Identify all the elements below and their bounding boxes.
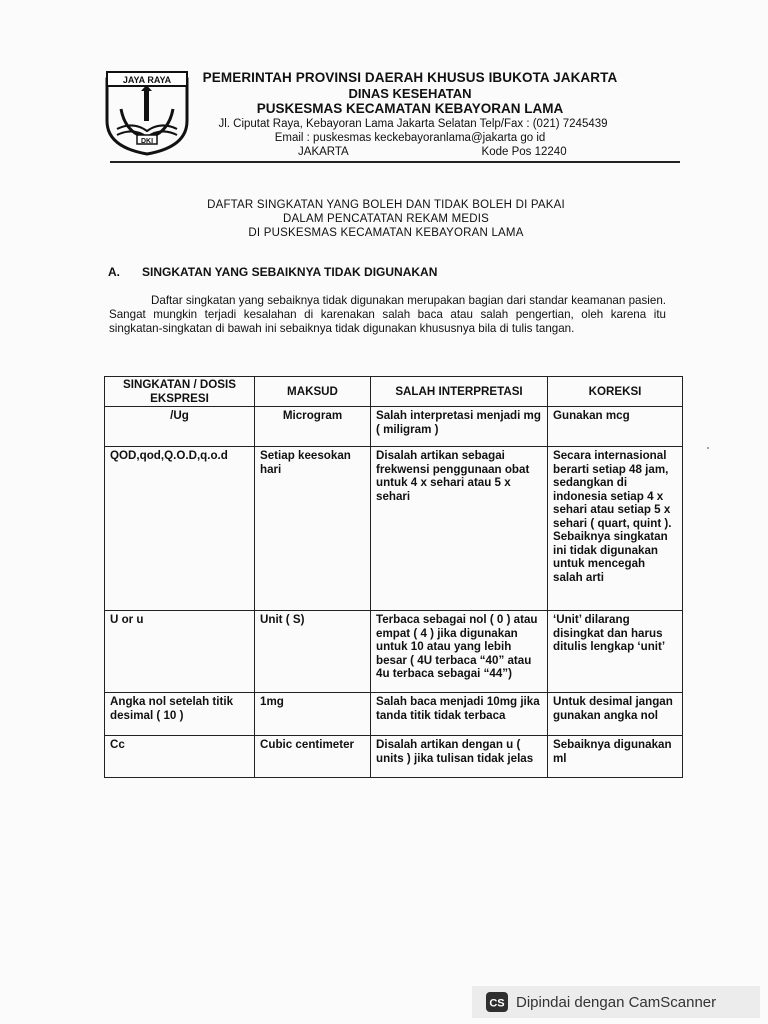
table-row — [105, 407, 683, 447]
table-cell-correction: Sebaiknya digunakan ml — [548, 736, 683, 778]
table-cell-correction: Gunakan mcg — [548, 407, 683, 447]
letterhead-city-line — [190, 145, 630, 159]
document-title — [160, 198, 612, 240]
table-cell-abbreviation: /Ug — [105, 407, 255, 447]
title-line-1: DAFTAR SINGKATAN YANG BOLEH DAN TIDAK BOLEH DI PAKAI — [207, 199, 565, 211]
table-row — [105, 447, 683, 611]
table-cell-abbreviation: Angka nol setelah titik desimal ( 10 ) — [105, 693, 255, 736]
table-cell-misinterpretation: Salah interpretasi menjadi mg ( miligram ) — [371, 407, 548, 447]
section-heading — [108, 265, 668, 279]
letterhead-city: JAKARTA — [298, 146, 349, 158]
svg-text:JAYA RAYA: JAYA RAYA — [122, 75, 172, 85]
letterhead-divider — [110, 161, 680, 163]
table-cell-misinterpretation: Terbaca sebagai nol ( 0 ) atau empat ( 4 ) jika digunakan untuk 10 atau yang lebih besar ( 4U terbaca “40” atau 4u terbaca sebagai “44”) — [371, 611, 548, 693]
table-cell-meaning: Microgram — [255, 407, 371, 447]
table-header-cell: SINGKATAN / DOSIS EKSPRESI — [105, 377, 255, 407]
table-cell-meaning: Setiap keesokan hari — [255, 447, 371, 611]
letterhead-address: Jl. Ciputat Raya, Kebayoran Lama Jakarta Selatan Telp/Fax : (021) 7245439 — [218, 118, 608, 130]
svg-text:DKI: DKI — [140, 138, 154, 145]
scan-speck — [707, 447, 709, 449]
title-line-3: DI PUSKESMAS KECAMATAN KEBAYORAN LAMA — [248, 227, 524, 239]
table-header-row — [105, 377, 683, 407]
letterhead-department: DINAS KESEHATAN — [348, 86, 472, 101]
camscanner-logo-icon — [486, 992, 508, 1012]
table-cell-misinterpretation: Salah baca menjadi 10mg jika tanda titik tidak terbaca — [371, 693, 548, 736]
table-cell-abbreviation: U or u — [105, 611, 255, 693]
letterhead-email: Email : puskesmas keckebayoranlama@jakarta go id — [274, 132, 546, 144]
jakarta-emblem-icon — [103, 69, 191, 156]
table-cell-correction: Untuk desimal jangan gunakan angka nol — [548, 693, 683, 736]
table-cell-abbreviation: Cc — [105, 736, 255, 778]
table-row — [105, 611, 683, 693]
table-row — [105, 693, 683, 736]
table-cell-abbreviation: QOD,qod,Q.O.D,q.o.d — [105, 447, 255, 611]
table-cell-meaning: 1mg — [255, 693, 371, 736]
table-cell-meaning: Cubic centimeter — [255, 736, 371, 778]
watermark-label: Dipindai dengan CamScanner — [516, 993, 717, 1011]
table-cell-correction: Secara internasional berarti setiap 48 jam, sedangkan di indonesia setiap 4 x sehari atau setiap 5 x sehari ( quart, quint ). Sebaiknya singkatan ini tidak digunakan untuk mencegah salah arti — [548, 447, 683, 611]
table-cell-correction: ‘Unit’ dilarang disingkat dan harus ditulis lengkap ‘unit’ — [548, 611, 683, 693]
section-title: SINGKATAN YANG SEBAIKNYA TIDAK DIGUNAKAN — [142, 265, 438, 279]
table-header-cell: MAKSUD — [255, 377, 371, 407]
table-cell-misinterpretation: Disalah artikan dengan u ( units ) jika tulisan tidak jelas — [371, 736, 548, 778]
table-header-cell: SALAH INTERPRETASI — [371, 377, 548, 407]
table-cell-meaning: Unit ( S) — [255, 611, 371, 693]
letterhead-government: PEMERINTAH PROVINSI DAERAH KHUSUS IBUKOTA JAKARTA — [202, 70, 618, 85]
letterhead-postal-code: Kode Pos 12240 — [481, 146, 567, 158]
section-letter: A. — [108, 265, 120, 279]
section-paragraph: Daftar singkatan yang sebaiknya tidak digunakan merupakan bagian dari standar keamanan pasien. Sangat mungkin terjadi kesalahan di karenakan salah baca atau salah pengertian, oleh karena itu singkatan-singkatan di bawah ini sebaiknya tidak digunakan khususnya bila di tulis tangan. — [109, 294, 666, 335]
title-line-2: DALAM PENCATATAN REKAM MEDIS — [282, 213, 490, 225]
table-header-cell: KOREKSI — [548, 377, 683, 407]
table-row — [105, 736, 683, 778]
svg-text:CS: CS — [489, 997, 505, 1010]
letterhead-institution: PUSKESMAS KECAMATAN KEBAYORAN LAMA — [256, 101, 564, 116]
camscanner-watermark — [472, 986, 760, 1018]
abbreviation-table — [104, 376, 683, 778]
table-cell-misinterpretation: Disalah artikan sebagai frekwensi penggunaan obat untuk 4 x sehari atau 5 x sehari — [371, 447, 548, 611]
letterhead — [190, 70, 630, 159]
